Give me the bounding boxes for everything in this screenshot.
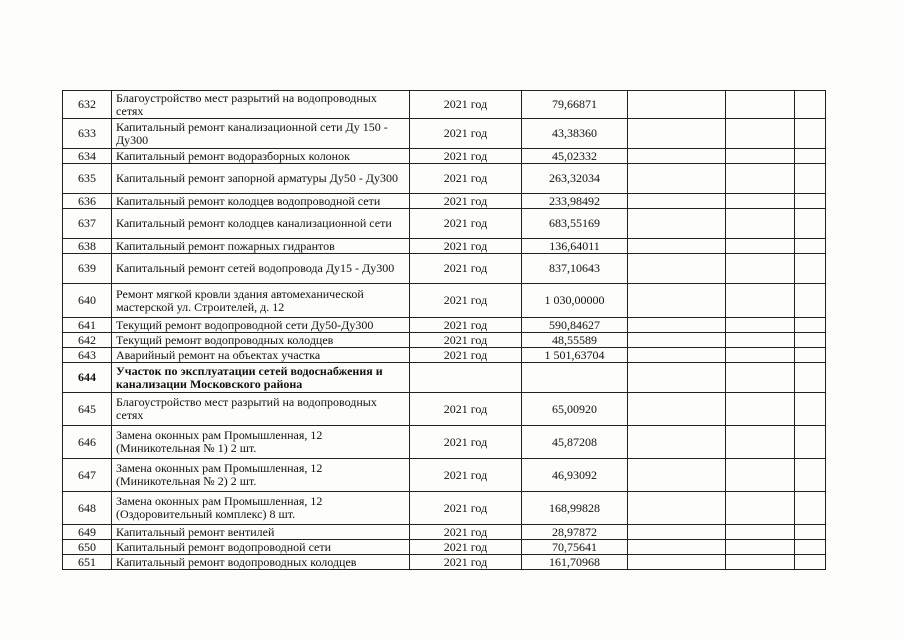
row-number: 645: [63, 393, 112, 426]
empty-cell: [628, 333, 726, 348]
empty-cell: [795, 525, 826, 540]
empty-cell: [628, 194, 726, 209]
empty-cell: [795, 363, 826, 393]
work-year: 2021 год: [410, 318, 522, 333]
empty-cell: [726, 209, 795, 239]
work-name: Аварийный ремонт на объектах участка: [112, 348, 410, 363]
work-amount: 161,70968: [522, 555, 628, 570]
work-name: Капитальный ремонт запорной арматуры Ду50 - Ду300: [112, 164, 410, 194]
table-row: [63, 348, 826, 363]
work-year: 2021 год: [410, 540, 522, 555]
empty-cell: [628, 525, 726, 540]
row-number: 648: [63, 492, 112, 525]
work-name: Капитальный ремонт колодцев канализационной сети: [112, 209, 410, 239]
empty-cell: [628, 284, 726, 318]
empty-cell: [628, 254, 726, 284]
work-name: Благоустройство мест разрытий на водопроводных сетях: [112, 91, 410, 119]
empty-cell: [726, 318, 795, 333]
empty-cell: [628, 164, 726, 194]
empty-cell: [795, 393, 826, 426]
empty-cell: [795, 318, 826, 333]
row-number: 635: [63, 164, 112, 194]
empty-cell: [795, 284, 826, 318]
empty-cell: [726, 426, 795, 459]
work-name: Капитальный ремонт колодцев водопроводной сети: [112, 194, 410, 209]
table-row: [63, 149, 826, 164]
row-number: 632: [63, 91, 112, 119]
work-name: Замена оконных рам Промышленная, 12 (Миникотельная № 1) 2 шт.: [112, 426, 410, 459]
row-number: 637: [63, 209, 112, 239]
row-number: 643: [63, 348, 112, 363]
empty-cell: [795, 149, 826, 164]
work-amount: [522, 363, 628, 393]
work-amount: 45,87208: [522, 426, 628, 459]
work-year: 2021 год: [410, 393, 522, 426]
work-year: 2021 год: [410, 209, 522, 239]
work-year: 2021 год: [410, 91, 522, 119]
table-row: [63, 194, 826, 209]
empty-cell: [795, 492, 826, 525]
work-amount: 263,32034: [522, 164, 628, 194]
work-amount: 28,97872: [522, 525, 628, 540]
empty-cell: [726, 164, 795, 194]
empty-cell: [628, 318, 726, 333]
empty-cell: [628, 209, 726, 239]
empty-cell: [795, 348, 826, 363]
work-year: 2021 год: [410, 284, 522, 318]
work-year: 2021 год: [410, 459, 522, 492]
work-year: 2021 год: [410, 426, 522, 459]
work-year: 2021 год: [410, 348, 522, 363]
empty-cell: [726, 393, 795, 426]
work-name: Замена оконных рам Промышленная, 12 (Оздоровительный комплекс) 8 шт.: [112, 492, 410, 525]
empty-cell: [726, 149, 795, 164]
works-table: [62, 90, 826, 570]
row-number: 633: [63, 119, 112, 149]
row-number: 647: [63, 459, 112, 492]
work-year: 2021 год: [410, 492, 522, 525]
empty-cell: [726, 254, 795, 284]
work-name: Текущий ремонт водопроводной сети Ду50-Ду300: [112, 318, 410, 333]
row-number: 649: [63, 525, 112, 540]
table-row: [63, 91, 826, 119]
work-name: Ремонт мягкой кровли здания автомеханической мастерской ул. Строителей, д. 12: [112, 284, 410, 318]
row-number: 641: [63, 318, 112, 333]
work-year: 2021 год: [410, 254, 522, 284]
empty-cell: [795, 209, 826, 239]
empty-cell: [795, 333, 826, 348]
empty-cell: [628, 119, 726, 149]
empty-cell: [628, 348, 726, 363]
empty-cell: [726, 284, 795, 318]
table-row: [63, 525, 826, 540]
work-amount: 65,00920: [522, 393, 628, 426]
work-year: 2021 год: [410, 333, 522, 348]
empty-cell: [726, 348, 795, 363]
work-amount: 43,38360: [522, 119, 628, 149]
work-name: Капитальный ремонт водопроводных колодцев: [112, 555, 410, 570]
work-name: Замена оконных рам Промышленная, 12 (Миникотельная № 2) 2 шт.: [112, 459, 410, 492]
work-name: Капитальный ремонт водопроводной сети: [112, 540, 410, 555]
row-number: 638: [63, 239, 112, 254]
row-number: 634: [63, 149, 112, 164]
empty-cell: [726, 525, 795, 540]
work-amount: 233,98492: [522, 194, 628, 209]
work-name: Капитальный ремонт пожарных гидрантов: [112, 239, 410, 254]
empty-cell: [628, 426, 726, 459]
empty-cell: [795, 239, 826, 254]
empty-cell: [726, 555, 795, 570]
work-amount: 70,75641: [522, 540, 628, 555]
row-number: 640: [63, 284, 112, 318]
empty-cell: [726, 91, 795, 119]
work-amount: 1 030,00000: [522, 284, 628, 318]
empty-cell: [726, 363, 795, 393]
empty-cell: [795, 164, 826, 194]
work-amount: 46,93092: [522, 459, 628, 492]
work-amount: 1 501,63704: [522, 348, 628, 363]
empty-cell: [795, 459, 826, 492]
table-row: [63, 119, 826, 149]
table-row: [63, 239, 826, 254]
work-name: Благоустройство мест разрытий на водопроводных сетях: [112, 393, 410, 426]
work-amount: 48,55589: [522, 333, 628, 348]
work-year: 2021 год: [410, 525, 522, 540]
table-row: [63, 363, 826, 393]
work-amount: 45,02332: [522, 149, 628, 164]
work-name: Текущий ремонт водопроводных колодцев: [112, 333, 410, 348]
empty-cell: [795, 426, 826, 459]
empty-cell: [628, 239, 726, 254]
work-year: 2021 год: [410, 194, 522, 209]
empty-cell: [628, 540, 726, 555]
work-year: 2021 год: [410, 119, 522, 149]
row-number: 650: [63, 540, 112, 555]
row-number: 651: [63, 555, 112, 570]
work-name: Капитальный ремонт вентилей: [112, 525, 410, 540]
work-name: Капитальный ремонт сетей водопровода Ду15 - Ду300: [112, 254, 410, 284]
work-year: [410, 363, 522, 393]
work-name: Участок по эксплуатации сетей водоснабжения и канализации Московского района: [112, 363, 410, 393]
empty-cell: [628, 363, 726, 393]
empty-cell: [628, 459, 726, 492]
empty-cell: [726, 459, 795, 492]
work-year: 2021 год: [410, 164, 522, 194]
table-row: [63, 284, 826, 318]
empty-cell: [628, 393, 726, 426]
empty-cell: [628, 492, 726, 525]
empty-cell: [628, 91, 726, 119]
work-amount: 79,66871: [522, 91, 628, 119]
empty-cell: [628, 555, 726, 570]
empty-cell: [795, 540, 826, 555]
table-row: [63, 492, 826, 525]
table-row: [63, 209, 826, 239]
work-year: 2021 год: [410, 239, 522, 254]
table-row: [63, 318, 826, 333]
work-amount: 683,55169: [522, 209, 628, 239]
table-row: [63, 164, 826, 194]
row-number: 644: [63, 363, 112, 393]
row-number: 636: [63, 194, 112, 209]
empty-cell: [726, 333, 795, 348]
work-year: 2021 год: [410, 555, 522, 570]
empty-cell: [726, 540, 795, 555]
table-row: [63, 555, 826, 570]
empty-cell: [726, 194, 795, 209]
work-year: 2021 год: [410, 149, 522, 164]
table-row: [63, 254, 826, 284]
row-number: 646: [63, 426, 112, 459]
work-name: Капитальный ремонт водоразборных колонок: [112, 149, 410, 164]
empty-cell: [628, 149, 726, 164]
empty-cell: [726, 492, 795, 525]
empty-cell: [726, 119, 795, 149]
empty-cell: [795, 119, 826, 149]
table-row: [63, 393, 826, 426]
work-amount: 590,84627: [522, 318, 628, 333]
work-amount: 168,99828: [522, 492, 628, 525]
empty-cell: [795, 555, 826, 570]
work-amount: 136,64011: [522, 239, 628, 254]
work-amount: 837,10643: [522, 254, 628, 284]
empty-cell: [795, 194, 826, 209]
row-number: 639: [63, 254, 112, 284]
table-row: [63, 333, 826, 348]
table-row: [63, 426, 826, 459]
row-number: 642: [63, 333, 112, 348]
table-row: [63, 540, 826, 555]
empty-cell: [795, 91, 826, 119]
table-row: [63, 459, 826, 492]
work-name: Капитальный ремонт канализационной сети Ду 150 - Ду300: [112, 119, 410, 149]
empty-cell: [795, 254, 826, 284]
empty-cell: [726, 239, 795, 254]
